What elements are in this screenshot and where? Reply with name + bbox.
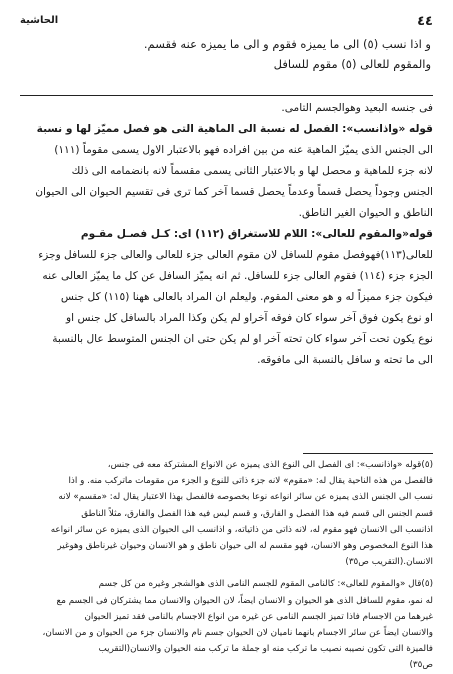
commentary-line: الجزء جزء (١١٤) فقوم العالى جزء للسافل. ثم انه يميّز السافل عن كل ما يميّز العالى عنه: [42, 270, 433, 282]
footnote-line: والانسان ايضاً عن سائر الاجسام بانهما ناميان لان الحيوان جسم نام والانسان جزء من الحيوان و من الانسان،: [42, 628, 433, 639]
footnote-line: فالفصل من هذه الناحية يقال له: «مقوم» لانه جزء ذاتى للنوع و الجزء من مقومات ماتركب منه. و اذا: [68, 476, 433, 487]
commentary-line: الى ما تحته و سافل بالنسبة الى مافوقه.: [257, 354, 433, 366]
footnote-rule: [303, 453, 433, 454]
footnote-line: نسب الى الجنس الذى يميزه عن سائر انواعه نوعا بخصوصه فالفصل بهذا الاعتبار يقال له: «مقسم» لانه: [58, 492, 433, 503]
page-number: ٤٤: [417, 14, 433, 29]
commentary-line: الى الجنس الذى يميّز الماهية عنه من بين افراده فهو بالاعتبار الاول يسمى مقوماً (١١١): [54, 144, 433, 156]
commentary-line: للعالى(١١٣)فهوفصل مقوم للسافل لان مقوم العالى جزء للعالى والعالى جزء للسافل وجزء: [38, 249, 433, 261]
footnote-line: الانسان.(التقريب ص٣٥): [345, 557, 433, 568]
commentary-line: او نوع يكون فوق آخر سواء كان فوقه آخراو لم يكن وكذا المراد بالسافل كل جنس او: [66, 312, 433, 324]
commentary-line: لانه جزء للماهية و محصل لها و بالاعتبار الثانى يسمى مقسماً لانه بانضمامه الى ذلك: [71, 165, 433, 177]
footnote-line: هذا النوع المخصوص وهو الانسان، فهو مقسم له الى حيوان ناطق و هو الانسان وحيوان غيرناطق وهوغير: [57, 541, 433, 552]
footnote-line: له نمو، مقوم للسافل الذى هو الحيوان و الانسان ايضاً، لان الحيوان والانسان مما يشتركان فى الجسم مع: [56, 595, 433, 606]
footnote-line: (٥)قال «والمقوم للعالى»: كالنامى المقوم للجسم النامى الذى هوالشجر وغيره من كل جسم: [98, 579, 433, 590]
commentary-line: قوله«والمقوم للعالى»: اللام للاستغراق (١١٢) اى: كـل فصـل مقـوم: [80, 228, 433, 240]
matn-line: والمقوم للعالى (٥) مقوم للسافل: [273, 57, 431, 71]
commentary-line: فى جنسه البعيد وهوالجسم التامى.: [281, 102, 433, 114]
footnotes: [20, 457, 433, 674]
footnote-line: فالميزة التى تكون نصيبه نصيب ما تركب منه او جملة ما تركب منه الحيوان والانسان(التقريب: [98, 644, 433, 655]
commentary-line: قوله «واذانسب»: الفصل له نسبة الى الماهية التى هو فصل مميّز لها و نسبة: [36, 123, 433, 135]
footnote-line: غيرهما من الاجسام فاذا تميز الجسم النامى عن غيره من انواع الاجسام بالنامى فقد تميز الحيوان: [84, 611, 433, 622]
running-title: الحاشية: [20, 15, 59, 26]
commentary-line: الناطق و الحيوان الغير الناطق.: [298, 207, 433, 219]
matn-text: [20, 34, 431, 74]
footnote-line: قسم الجنس الى قسم فيه هذا الفصل و الفارق، و قسم ليس فيه هذا الفصل والفارق، مثلاً الناطق: [81, 508, 433, 519]
footnote-line: ص٣٥): [409, 660, 433, 671]
matn-line: و اذا نسب (٥) الى ما يميزه فقوم و الى ما يميزه عنه فقسم.: [143, 37, 431, 51]
commentary-line: نوع يكون تحت آخر سواء كان تحته آخر او لم يكن حتى ان الجنس المتوسط عال بالنسبة: [52, 333, 433, 345]
footnote-line: اذانسب الى الانسان فهو مقوم له، لانه ذاتى من ذاتياته، و اذانسب الى الحيوان الذى يميزه عن سائر انواعه: [50, 524, 433, 535]
commentary-line: الجنس وجوداً يحصل قسماً وعدماً يحصل قسما آخر كما ترى فى تقسيم الحيوان الى الحيوان: [35, 186, 433, 198]
footnote-line: (٥)قوله «واذانسب»: اى الفصل الى النوع الذى يميزه عن الانواع المشتركة معه فى جنس،: [107, 460, 433, 470]
separator-rule: [20, 95, 433, 96]
commentary-line: فيكون جزء مميزاً له و هو معنى المقوم. وليعلم ان المراد بالعالى ههنا (١١٥) كل جنس: [60, 291, 433, 303]
page-header: [20, 14, 433, 32]
commentary-text: [20, 98, 433, 371]
